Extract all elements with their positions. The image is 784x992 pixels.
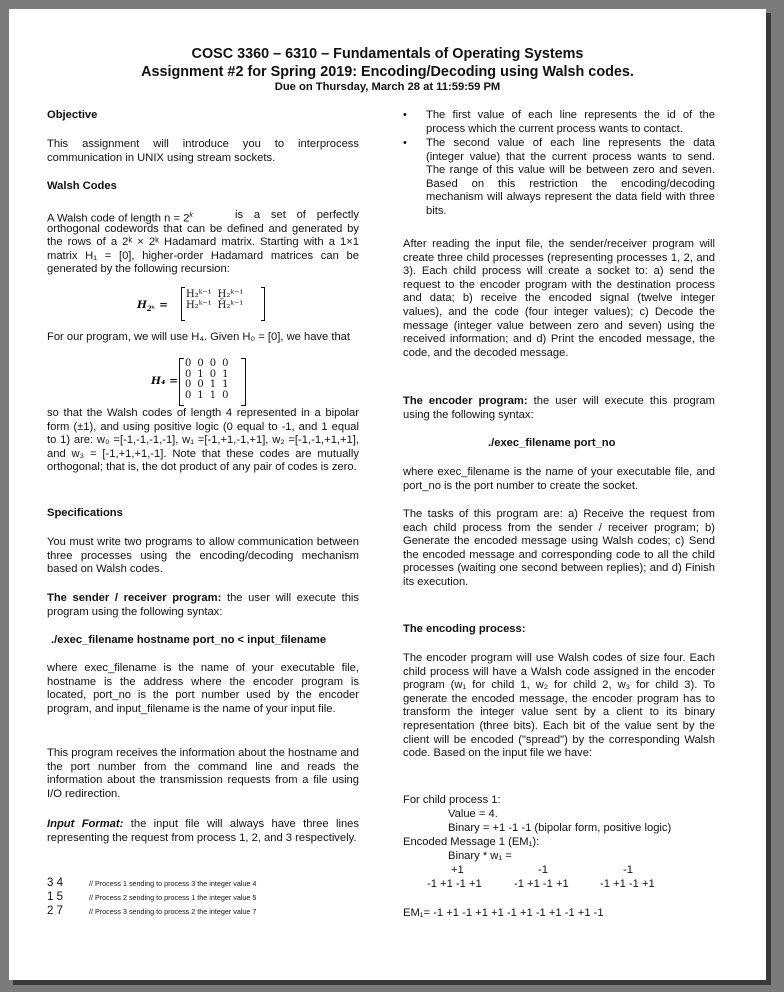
encoding-process-paragraph: The encoder program will use Walsh codes of size four. Each child process will have a Walsh code assigned in the encoder program (w₁ for child 1, w₂ for child 2, w₃ for child 3). To generate the encoded message, the encoder program has to transform the integer value sent by a client to its binary representation (three bits). Each bit of the value sent by the client will be encoded ("spread") by the corresponding Walsh code. Based on the input file we have: (403, 652, 715, 760)
bullet-icon: • (403, 109, 407, 121)
h2k-cell: H₂ᵏ⁻¹ (186, 289, 212, 300)
document-title: COSC 3360 – 6310 – Fundamentals of Operating Systems (191, 46, 584, 62)
h2k-right-bracket (261, 287, 265, 321)
h2k-cell: H̄₂ᵏ⁻¹ (217, 299, 244, 311)
input-format-heading: Input Format: (47, 818, 124, 830)
objective-text: This assignment will introduce you to interprocess communication in UNIX using stream sockets. (47, 138, 359, 164)
walsh-heading: Walsh Codes (47, 180, 117, 192)
page-shadow-right (766, 13, 771, 983)
encoder-program-paragraph: The encoder program: the user will execute this program using the following syntax: (403, 395, 715, 421)
program-receives-paragraph: This program receives the information about the hostname and the port number from the command line and reads the information about the transmission requests from a file using I/O redirection. (47, 747, 359, 800)
bullet-item: The first value of each line represents the id of the process which the current process wants to contact. (426, 109, 715, 135)
example-bit: +1 (451, 864, 464, 876)
input-line-value: 2 7 (47, 905, 63, 917)
document-subtitle: Assignment #2 for Spring 2019: Encoding/Decoding using Walsh codes. (141, 64, 634, 80)
bullet-item: The second value of each line represents the data (integer value) that the current process wants to send. The range of this value will be between zero and seven. Based on this restriction the encoding/decoding mechanism will always represent the data field with three bits. (426, 137, 715, 217)
h4-right-bracket (241, 358, 246, 406)
h4-label: H₄ = (151, 375, 178, 387)
example-code: -1 +1 -1 +1 (514, 878, 569, 890)
example-em1: EM₁= -1 +1 -1 +1 +1 -1 +1 -1 +1 -1 +1 -1 (403, 907, 604, 919)
tasks-paragraph: The tasks of this program are: a) Receive the request from each child process from the sender / receiver program; b) Generate the encoded message using Walsh codes; c) Send the encoded message and corresponding code to all the child processes (waiting one second between replies); and d) Finish its execution. (403, 508, 715, 588)
spec-heading: Specifications (47, 507, 123, 519)
walsh-codes-description: so that the Walsh codes of length 4 represented in a bipolar form (±1), and using positive logic (0 equal to -1, and 1 equal to 1) are: w₀ =[-1,-1,-1,-1], w₁ =[-1,+1,-1,+1], w₂ =[-1,-1,+1,+1], and w₃ = [-1,+1,+1,-1]. Note that these codes are mutually orthogonal; that is, the dot product of any pair of codes is zero. (47, 407, 359, 474)
example-bit: -1 (623, 864, 633, 876)
input-line-comment: // Process 3 sending to process 2 the integer value 7 (89, 907, 257, 916)
h2k-cell: H₂ᵏ⁻¹ (186, 299, 212, 311)
example-encoded-message: Encoded Message 1 (EM₁): (403, 836, 540, 848)
sender-receiver-command: ./exec_filename hostname port_no < input_filename (51, 634, 327, 646)
sender-receiver-heading: The sender / receiver program: (47, 592, 222, 604)
for-our-program: For our program, we will use H₄. Given H₀ = [0], we have that (47, 331, 351, 343)
after-reading-paragraph: After reading the input file, the sender/receiver program will create three child processes (representing processes 1, 2, and 3). Each child process will create a socket to: a) send the request to the encoder program with the destination process and data; b) receive the encoded signal (twelve integer values), and the code (four integer values); c) Decode the message (integer value between zero and seven) using the received information; and d) Print the encoded message, the code, and the decoded message. (403, 238, 715, 359)
h2k-matrix (183, 290, 246, 311)
encoding-process-heading: The encoding process: (403, 623, 526, 635)
example-code: -1 +1 -1 +1 (427, 878, 482, 890)
input-line-comment: // Process 1 sending to process 3 the integer value 4 (89, 879, 257, 888)
h2k-cell: H₂ᵏ⁻¹ (217, 289, 244, 300)
encoder-command: ./exec_filename port_no (488, 437, 616, 449)
sender-receiver-paragraph: The sender / receiver program: the user will execute this program using the following syntax: (47, 592, 359, 618)
input-format-paragraph: Input Format: the input file will always have three lines representing the request from process 1, 2, and 3 respectively. (47, 818, 359, 844)
example-binary: Binary = +1 -1 -1 (bipolar form, positive logic) (448, 822, 672, 834)
input-line-value: 1 5 (47, 891, 63, 903)
input-line-comment: // Process 2 sending to process 1 the integer value 5 (89, 893, 257, 902)
where-paragraph: where exec_filename is the name of your executable file, hostname is the address where the encoder program is located, port_no is the port number used by the encoder program, and input_filename is the name of your input file. (47, 662, 359, 715)
page-shadow-bottom (13, 980, 771, 985)
where-paragraph-2: where exec_filename is the name of your executable file, and port_no is the port number to create the socket. (403, 466, 715, 492)
example-bit: -1 (538, 864, 548, 876)
encoder-program-heading: The encoder program: (403, 395, 528, 407)
example-child: For child process 1: (403, 794, 501, 806)
document-page: COSC 3360 – 6310 – Fundamentals of Operating Systems Assignment #2 for Spring 2019: Encoding/Decoding using Walsh codes. Due on Thursday, March 28 at 11:59:59 PM Objective This assignment will introduce you to interprocess communication in UNIX using stream sockets. Walsh Codes A Walsh code of length $n = 2^k$ is a set of perfectly orthogonal codewords that can be defined and generated by the rows of a 2ᵏ × 2ᵏ Hadamard matrix. Starting with a 1×1 matrix H₁ = [0], higher-order Hadamard matrices can be generated by the following recursion: $H_{2ᵏ}$ = H₂ᵏ⁻¹ H₂ᵏ⁻¹ H₂ᵏ⁻¹ H̄₂ᵏ⁻¹ For our program, we will use H₄. Given H₀ = [0], we have that H₄ = 0 0 0 0 0 1 0 1 0 0 1 1 0 1 1 0 so that the Walsh codes of length 4 represented in a bipolar form (±1), and using positive logic (0 equal to -1, and 1 equal to 1) are: w₀ =[-1,-1,-1,-1], w₁ =[-1,+1,-1,+1], w₂ =[-1,-1,+1,+1], and w₃ = [-1,+1,+1,-1]. Note that these codes are mutually orthogonal; that is, the dot product of any pair of codes is zero. Specifications You must write two programs to allow communication between three processes using the encoding/decoding mechanism based on Walsh codes. The sender / receiver program: the user will execute this program using the following syntax: ./exec_filename hostname port_no < input_filename where exec_filename is the name of your executable file, hostname is the address where the encoder program is located, port_no is the port number used by the encoder program, and input_filename is the name of your input file. This program receives the information about the hostname and the port number from the command line and reads the information about the transmission requests from a file using I/O redirection. Input Format: the input file will always have three lines representing the request from process 1, 2, and 3 respectively. 3 4 // Process 1 sending to process 3 the integer value 4 1 5 // Process 2 sending to process 1 the integer value 5 2 7 // Process 3 sending to process 2 the integer value 7 • The first value of each line represents the id of the process which the current process wants to contact. • The second value of each line represents the data (integer value) that the current process wants to send. The range of this value will be between zero and seven. Based on this restriction the encoding/decoding mechanism will always represent the data field with three bits. After reading the input file, the sender/receiver program will create three child processes (representing processes 1, 2, and 3). Each child process will create a socket to: a) send the request to the encoder program with the destination process and data; b) receive the encoded signal (twelve integer values), and the code (four integer values); c) Decode the message (integer value between zero and seven) using the received information; and d) Print the encoded message, the code, and the decoded message. The encoder program: the user will execute this program using the following syntax: ./exec_filename port_no where exec_filename is the name of your executable file, and port_no is the port number to create the socket. The tasks of this program are: a) Receive the request from each child process from the sender / receiver program; b) Generate the encoded message using Walsh codes; c) Send the encoded message and corresponding code to all the child processes (waiting one second between replies); and d) Finish its execution. The encoding process: The encoder program will use Walsh codes of size four. Each child process will have a Walsh code assigned in the encoder program (w₁ for child 1, w₂ for child 2, w₃ for child 3). To generate the encoded message, the encoder program has to transform the integer value sent by a client to its binary representation (three bits). Each bit of the value sent by the client will be encoded ("spread") by the corresponding Walsh code. Based on the input file we have: For child process 1: Value = 4. Binary = +1 -1 -1 (bipolar form, positive logic) Encoded Message 1 (EM₁): Binary * w₁ = +1 -1 -1 -1 +1 -1 +1 -1 +1 -1 +1 -1 +1 -1 +1 EM₁= -1 +1 -1 +1 +1 -1 +1 -1 +1 -1 +1 -1 (9, 9, 766, 980)
example-code: -1 +1 -1 +1 (600, 878, 655, 890)
due-date: Due on Thursday, March 28 at 11:59:59 PM (274, 81, 501, 93)
walsh-paragraph: is a set of perfectly orthogonal codewords that can be defined and generated by the rows of a 2ᵏ × 2ᵏ Hadamard matrix. Starting with a 1×1 matrix H₁ = [0], higher-order Hadamard matrices can be generated by the following recursion: (47, 209, 359, 276)
example-binary-times-w1: Binary * w₁ = (448, 850, 512, 862)
walsh-intro: A Walsh code of length n = 2 (47, 212, 190, 225)
h4-matrix: 0 0 0 0 0 1 0 1 0 0 1 1 0 1 1 0 (185, 358, 229, 401)
input-line-value: 3 4 (47, 877, 63, 889)
h2k-label: $H_{2ᵏ}$ = (137, 299, 168, 314)
spec-text: You must write two programs to allow communication between three processes using the encoding/decoding mechanism based on Walsh codes. (47, 536, 359, 576)
objective-heading: Objective (47, 109, 98, 121)
bullet-icon: • (403, 137, 407, 149)
example-value: Value = 4. (448, 808, 498, 820)
